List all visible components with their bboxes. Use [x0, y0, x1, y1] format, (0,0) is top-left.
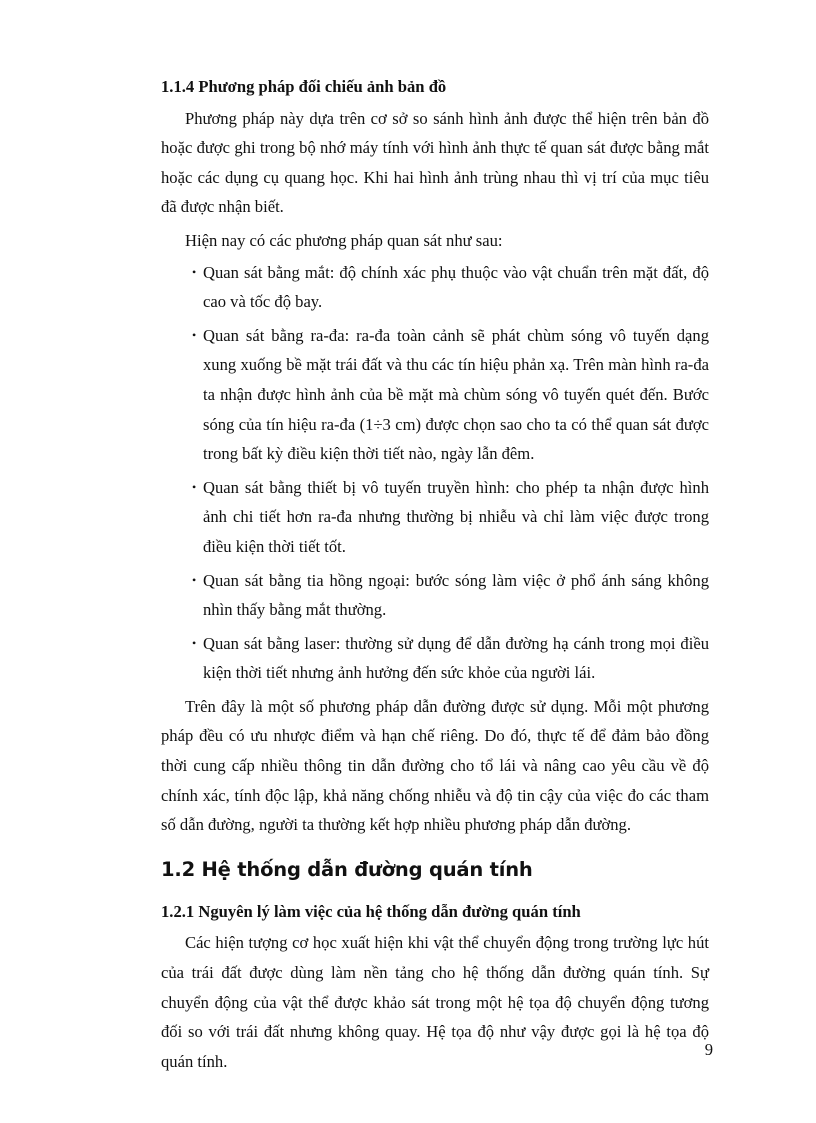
list-item [161, 321, 709, 469]
list-item [161, 566, 709, 625]
paragraph-list-intro: Hiện nay có các phương pháp quan sát như sau: [185, 230, 503, 250]
bullet-marker: • [192, 264, 197, 279]
list-item-text: Quan sát bằng ra-đa: ra-đa toàn cảnh sẽ phát chùm sóng vô tuyến dạng xung xuống bề mặt trái đất và thu các tín hiệu phản xạ. Trên màn hình ra-đa ta nhận được hình ảnh của bề mặt mà chùm sóng vô tuyến quét đến. Bước sóng của tín hiệu ra-đa (1÷3 cm) được chọn sao cho ta có thể quan sát được trong bất kỳ điều kiện thời tiết nào, ngày lẫn đêm. [203, 325, 709, 464]
observation-methods-list [161, 258, 709, 688]
list-item [161, 629, 709, 688]
bullet-marker: • [192, 572, 197, 587]
bullet-marker: • [192, 327, 197, 342]
list-item [161, 473, 709, 562]
list-item [161, 258, 709, 317]
list-item-text: Quan sát bằng laser: thường sử dụng để dẫn đường hạ cánh trong mọi điều kiện thời tiết nhưng ảnh hưởng đến sức khỏe của người lái. [203, 633, 709, 683]
list-item-text: Quan sát bằng tia hồng ngoại: bước sóng làm việc ở phổ ánh sáng không nhìn thấy bằng mắt thường. [203, 570, 709, 620]
list-item-text: Quan sát bằng thiết bị vô tuyến truyền hình: cho phép ta nhận được hình ảnh chi tiết hơn ra-đa nhưng thường bị nhiễu và chỉ làm việc được trong điều kiện thời tiết tốt. [203, 477, 709, 556]
heading-1-2-1: 1.2.1 Nguyên lý làm việc của hệ thống dẫn đường quán tính [161, 901, 581, 921]
page-number: 9 [704, 1040, 713, 1059]
page-content [161, 72, 709, 1076]
bullet-marker: • [192, 635, 197, 650]
paragraph-summary: Trên đây là một số phương pháp dẫn đường được sử dụng. Mỗi một phương pháp đều có ưu nhược điểm và hạn chế riêng. Do đó, thực tế để đảm bảo đồng thời cung cấp nhiều thông tin dẫn đường cho tổ lái và nâng cao yêu cầu về độ chính xác, tính độc lập, khả năng chống nhiễu và độ tin cậy của việc đo các tham số dẫn đường, người ta thường kết hợp nhiều phương pháp dẫn đường. [161, 696, 709, 835]
paragraph-inertial-principle: Các hiện tượng cơ học xuất hiện khi vật thể chuyển động trong trường lực hút của trái đất được dùng làm nền tảng cho hệ thống dẫn đường quán tính. Sự chuyển động của vật thể được khảo sát trong một hệ tọa độ chuyển động tương đối so với trái đất nhưng không quay. Hệ tọa độ như vậy được gọi là hệ tọa độ quán tính. [161, 933, 709, 1071]
heading-1-1-4: 1.1.4 Phương pháp đối chiếu ảnh bản đồ [161, 77, 447, 96]
heading-1-2: 1.2 Hệ thống dẫn đường quán tính [161, 857, 533, 881]
paragraph-intro: Phương pháp này dựa trên cơ sở so sánh hình ảnh được thể hiện trên bản đồ hoặc được ghi trong bộ nhớ máy tính với hình ảnh thực tế quan sát được bằng mắt hoặc các dụng cụ quang học. Khi hai hình ảnh trùng nhau thì vị trí của mục tiêu đã được nhận biết. [161, 108, 709, 217]
bullet-marker: • [192, 479, 197, 494]
list-item-text: Quan sát bằng mắt: độ chính xác phụ thuộc vào vật chuẩn trên mặt đất, độ cao và tốc độ bay. [203, 262, 709, 312]
